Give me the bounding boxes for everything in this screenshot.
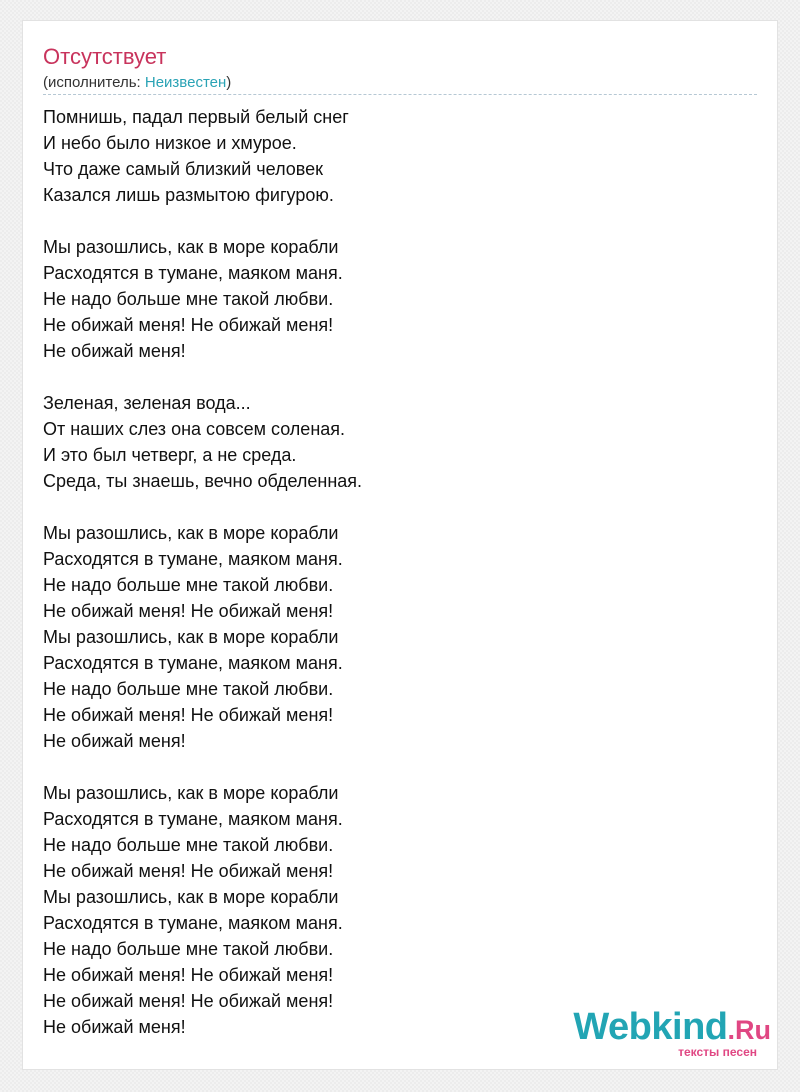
lyrics-stanza	[43, 104, 757, 208]
artist-link[interactable]: Неизвестен	[144, 74, 227, 91]
lyrics-line: Зеленая, зеленая вода...	[43, 393, 251, 413]
logo-tagline: тексты песен	[678, 1045, 757, 1059]
lyrics-line: Не обижай меня! Не обижай меня!	[43, 965, 334, 985]
lyrics-line: И это был четверг, а не среда.	[43, 445, 297, 465]
webkind-logo[interactable]	[573, 1006, 771, 1059]
lyrics-line: Не надо больше мне такой любви.	[43, 679, 334, 699]
lyrics-line: Мы разошлись, как в море корабли	[43, 237, 339, 257]
lyrics-body	[43, 104, 757, 1066]
lyrics-line: Казался лишь размытою фигурою.	[43, 185, 334, 205]
lyrics-line: Не обижай меня! Не обижай меня!	[43, 315, 334, 335]
lyrics-line: Помнишь, падал первый белый снег	[43, 107, 349, 127]
lyrics-stanza	[43, 390, 757, 494]
lyrics-line: Не обижай меня!	[43, 341, 186, 361]
lyrics-line: Не обижай меня! Не обижай меня!	[43, 861, 334, 881]
lyrics-line: Не надо больше мне такой любви.	[43, 289, 334, 309]
logo-webkind-text: Webkind	[573, 1006, 728, 1048]
logo-ru-text: .Ru	[727, 1015, 771, 1045]
lyrics-line: От наших слез она совсем соленая.	[43, 419, 346, 439]
lyrics-card	[22, 20, 778, 1070]
lyrics-line: Расходятся в тумане, маяком маня.	[43, 913, 343, 933]
lyrics-line: Не надо больше мне такой любви.	[43, 835, 334, 855]
lyrics-line: Не надо больше мне такой любви.	[43, 575, 334, 595]
header-divider	[43, 94, 757, 95]
lyrics-line: Не обижай меня! Не обижай меня!	[43, 991, 334, 1011]
lyrics-line: И небо было низкое и хмурое.	[43, 133, 297, 153]
lyrics-line: Расходятся в тумане, маяком маня.	[43, 809, 343, 829]
lyrics-line: Не обижай меня!	[43, 731, 186, 751]
lyrics-line: Мы разошлись, как в море корабли	[43, 627, 339, 647]
lyrics-line: Расходятся в тумане, маяком маня.	[43, 653, 343, 673]
lyrics-stanza	[43, 234, 757, 364]
lyrics-line: Не надо больше мне такой любви.	[43, 939, 334, 959]
lyrics-line: Среда, ты знаешь, вечно обделенная.	[43, 471, 363, 491]
lyrics-line: Мы разошлись, как в море корабли	[43, 887, 339, 907]
lyrics-line: Расходятся в тумане, маяком маня.	[43, 549, 343, 569]
lyrics-stanza	[43, 780, 757, 1040]
lyrics-line: Мы разошлись, как в море корабли	[43, 783, 339, 803]
lyrics-line: Не обижай меня! Не обижай меня!	[43, 601, 334, 621]
lyrics-line: Расходятся в тумане, маяком маня.	[43, 263, 343, 283]
song-title: Отсутствует	[43, 44, 167, 69]
lyrics-line: Не обижай меня!	[43, 1017, 186, 1037]
artist-line	[43, 73, 231, 93]
lyrics-stanza	[43, 520, 757, 754]
artist-suffix: )	[226, 74, 232, 91]
lyrics-line: Что даже самый близкий человек	[43, 159, 324, 179]
artist-prefix: (исполнитель:	[43, 74, 145, 91]
lyrics-line: Мы разошлись, как в море корабли	[43, 523, 339, 543]
lyrics-line: Не обижай меня! Не обижай меня!	[43, 705, 334, 725]
